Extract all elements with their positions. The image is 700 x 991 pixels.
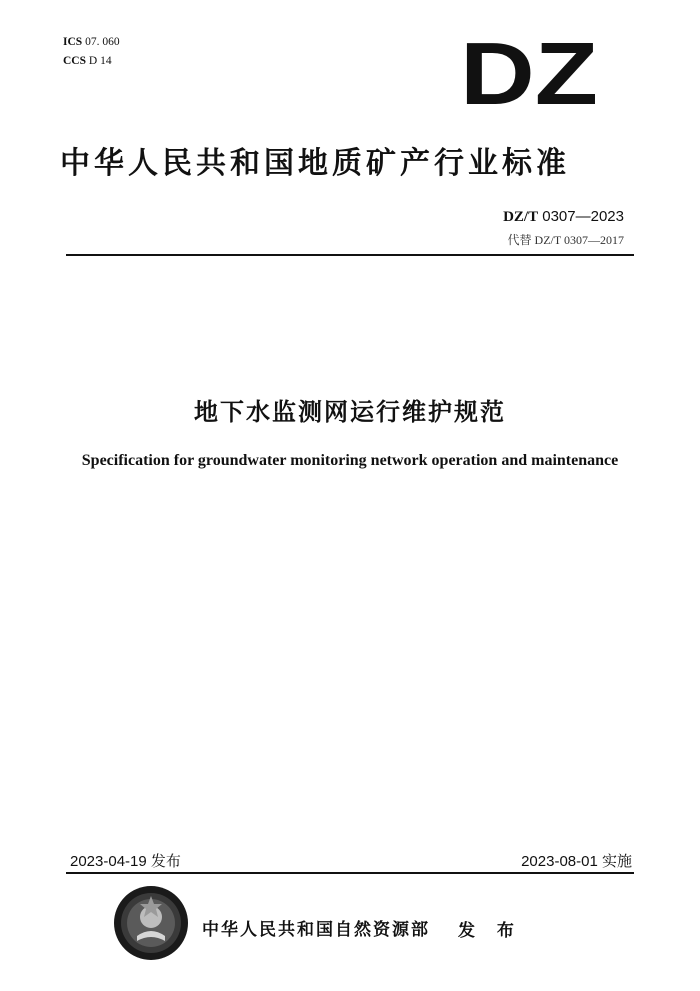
dz-logo <box>458 36 600 106</box>
logo-text: DZ <box>460 36 598 106</box>
top-divider <box>66 254 634 256</box>
main-title: 中华人民共和国地质矿产行业标准 <box>60 146 570 181</box>
replaces-standard: 代替 DZ/T 0307—2017 <box>507 233 624 247</box>
publisher-name: 中华人民共和国自然资源部 <box>202 920 430 940</box>
bottom-divider <box>66 872 634 874</box>
document-title-cn: 地下水监测网运行维护规范 <box>194 398 506 426</box>
ccs-label: CCS <box>63 55 87 67</box>
ics-label: ICS <box>63 36 83 48</box>
implementation-date: 2023-08-01 实施 <box>521 853 632 870</box>
standard-code: 0307—2023 <box>542 208 624 225</box>
ics-line <box>63 33 120 52</box>
document-title-en: Specification for groundwater monitoring network operation and maintenance <box>81 452 619 469</box>
ccs-code: D 14 <box>88 55 112 67</box>
ccs-line <box>63 52 120 71</box>
classification-codes <box>63 33 120 71</box>
ics-code: 07. 060 <box>85 36 120 48</box>
ministry-seal-icon <box>112 884 190 962</box>
standard-prefix: DZ/T <box>503 209 539 225</box>
standard-number <box>503 208 624 226</box>
publish-label: 发 布 <box>458 921 522 941</box>
release-date: 2023-04-19 发布 <box>70 853 181 870</box>
